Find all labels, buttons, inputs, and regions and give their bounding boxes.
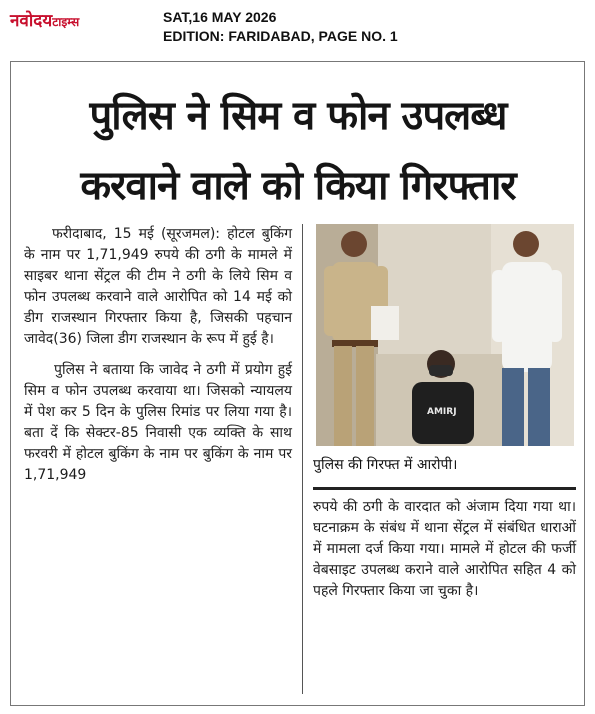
logo-main-text: नवोदय: [10, 11, 53, 31]
photo-caption: पुलिस की गिरफ्त में आरोपी।: [313, 457, 458, 473]
edition-info: [163, 8, 398, 46]
article-left-column: [24, 224, 292, 486]
logo-sub-text: टाइम्स: [52, 15, 80, 29]
newspaper-logo: [10, 8, 79, 31]
caption-divider: [313, 487, 576, 490]
headline-line-1: पुलिस ने सिम व फोन उपलब्ध: [89, 93, 507, 139]
page-header: [0, 0, 595, 54]
article-photo: [316, 224, 574, 446]
headline-line-2: करवाने वाले को किया गिरफ्तार: [80, 163, 516, 209]
edition-page: EDITION: FARIDABAD, PAGE NO. 1: [163, 28, 398, 44]
photo-illustration: [316, 224, 574, 446]
article-paragraph-1: फरीदाबाद, 15 मई (सूरजमल): होटल बुकिंग के नाम पर 1,71,949 रुपये की ठगी के मामले में साइबर थाना सेंट्रल की टीम ने ठगी के लिये सिम व फोन उपलब्ध करवाने वाले आरोपित को 14 मई को डीग राजस्थान गिरफ्तार किया है, जिसकी पहचान जावेद(36) जिला डीग राजस्थान के रूप में हुई है।: [24, 226, 292, 347]
column-divider: [302, 224, 303, 694]
article-paragraph-2: पुलिस ने बताया कि जावेद ने ठगी में प्रयोग हुई सिम व फोन उपलब्ध करवाया था। जिसको न्यायलय में पेश कर 5 दिन के पुलिस रिमांड पर लिया गया है। बता दें कि सेक्टर-85 निवासी एक व्यक्ति के साथ फरवरी में होटल बुकिंग के नाम पर बुकिंग के नाम पर 1,71,949: [24, 362, 292, 483]
shirt-text: AMIRJ: [427, 407, 457, 417]
article-paragraph-3: रुपये की ठगी के वारदात को अंजाम दिया गया था। घटनाक्रम के संबंध में थाना सेंट्रल में संबंधित धाराओं में मामला दर्ज किया गया। मामले में होटल की फर्जी वेबसाइट उपलब्ध कराने वाले आरोपित सहित 4 को पहले गिरफ्तार किया जा चुका है।: [313, 499, 576, 599]
edition-date: SAT,16 MAY 2026: [163, 9, 277, 25]
article-right-column: [313, 497, 576, 602]
